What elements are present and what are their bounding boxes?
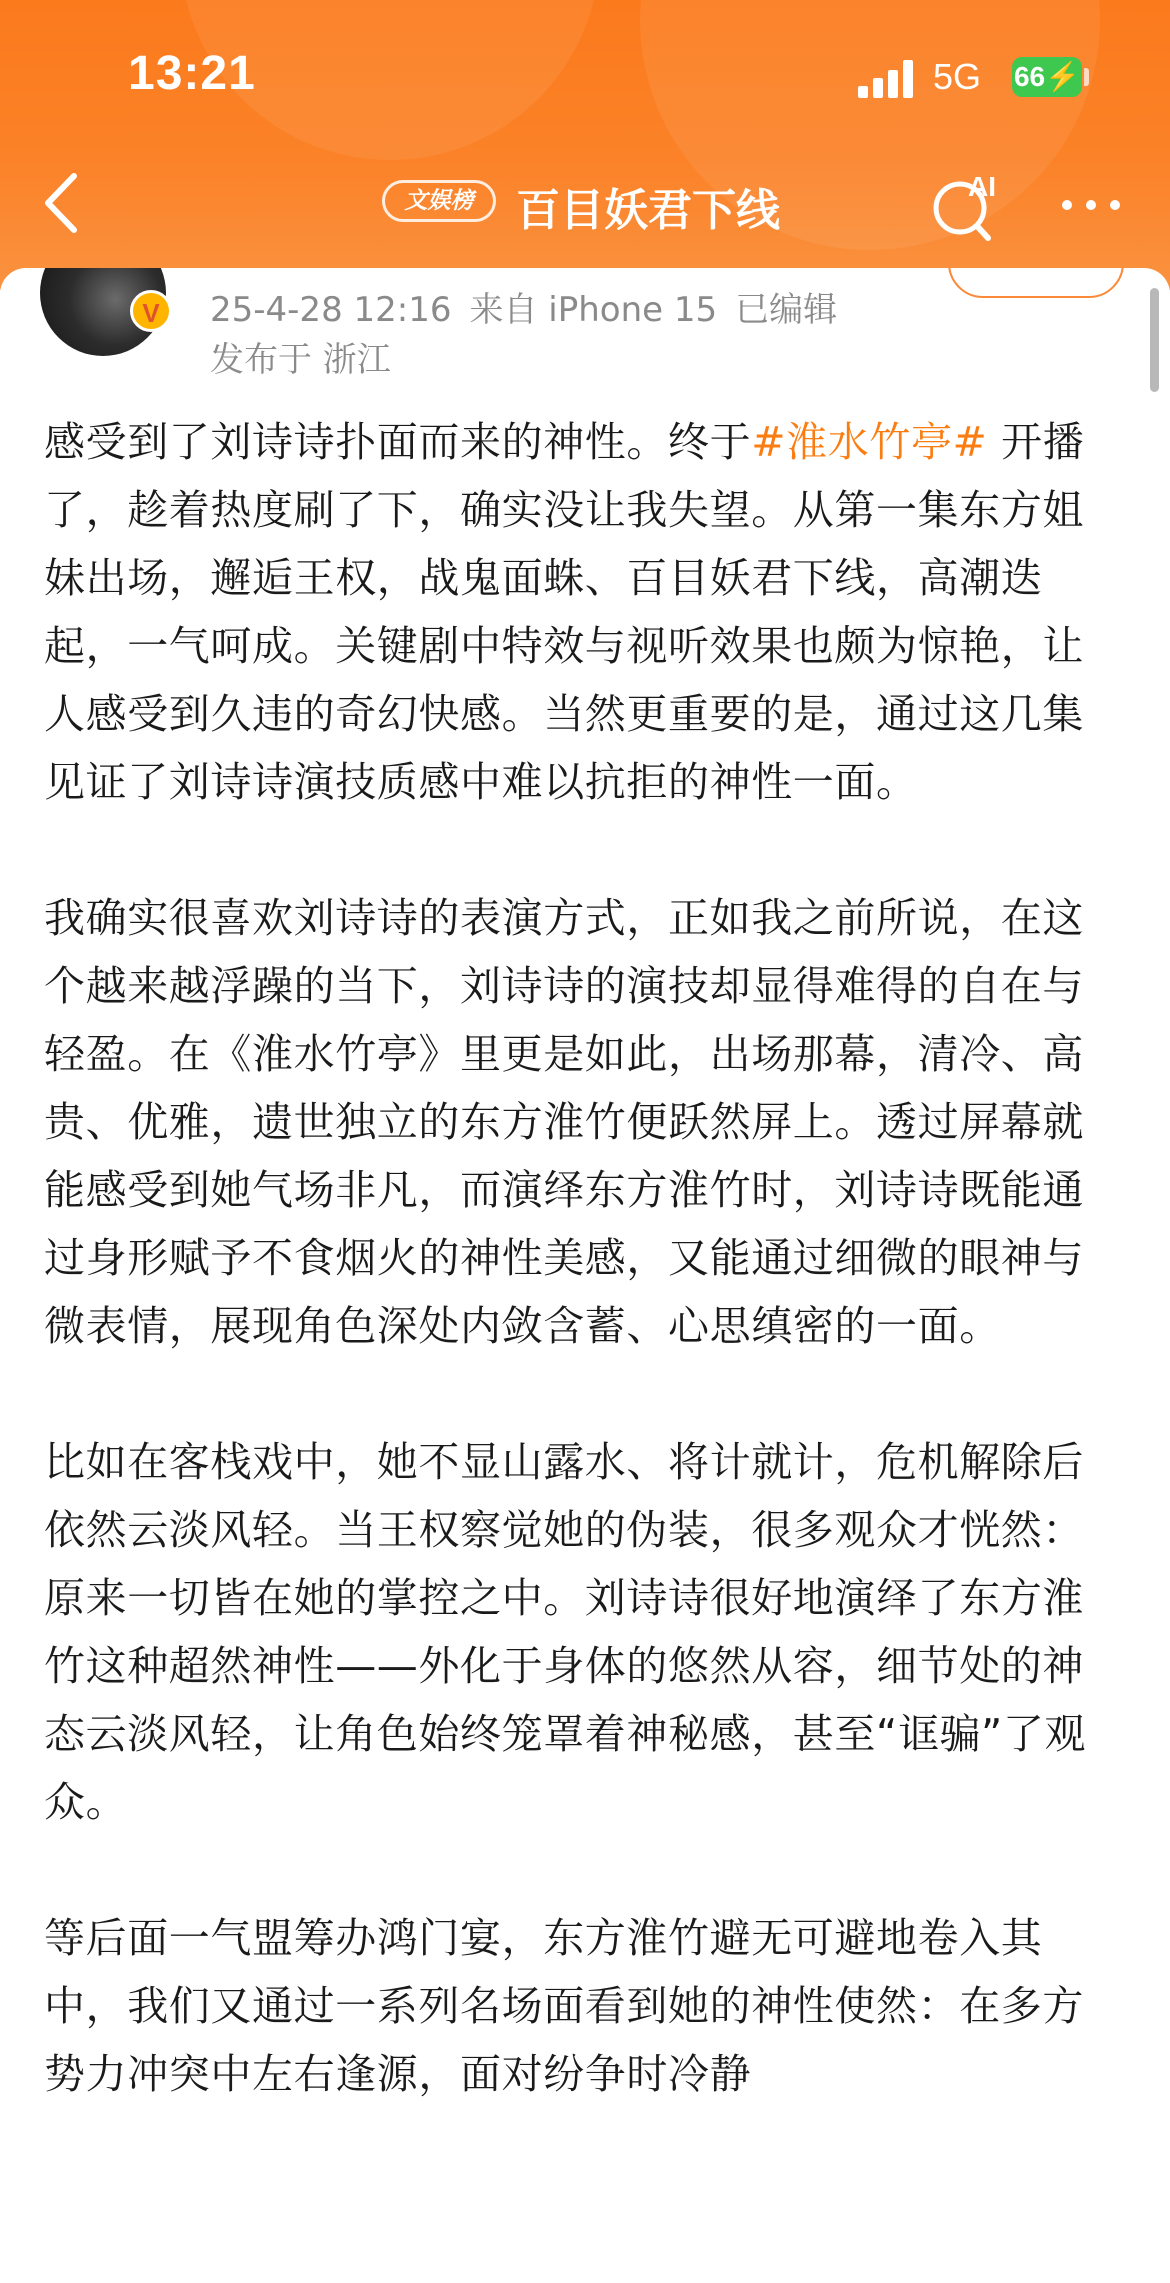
post-paragraph bbox=[44, 408, 1124, 816]
more-icon bbox=[1062, 200, 1072, 210]
paragraph-text: 开播了，趁着热度刷了下，确实没让我失望。从第一集东方姐妹出场，邂逅王权，战鬼面蛛、百目妖君下线，高潮迭起，一气呵成。关键剧中特效与视听效果也颇为惊艳，让人感受到久违的奇幻快感。当然更重要的是，通过这几集见证了刘诗诗演技质感中难以抗拒的神性一面。 bbox=[44, 418, 1085, 806]
status-time: 13:21 bbox=[128, 47, 256, 100]
ai-search-button[interactable] bbox=[928, 166, 1008, 244]
post-paragraph: 我确实很喜欢刘诗诗的表演方式，正如我之前所说，在这个越来越浮躁的当下，刘诗诗的演技却显得难得的自在与轻盈。在《淮水竹亭》里更是如此，出场那幕，清冷、高贵、优雅，遗世独立的东方淮竹便跃然屏上。透过屏幕就能感受到她气场非凡，而演绎东方淮竹时，刘诗诗既能通过身形赋予不食烟火的神性美感，又能通过细微的眼神与微表情，展现角色深处内敛含蓄、心思缜密的一面。 bbox=[44, 894, 1084, 1350]
back-icon bbox=[30, 168, 90, 238]
post-paragraph: 等后面一气盟筹办鸿门宴，东方淮竹避无可避地卷入其中，我们又通过一系列名场面看到她的神性使然：在多方势力冲突中左右逢源，面对纷争时冷静 bbox=[44, 1914, 1084, 2098]
hashtag-link[interactable]: #淮水竹亭# bbox=[751, 418, 988, 466]
svg-text:AI: AI bbox=[968, 171, 996, 202]
battery-icon: 66⚡ bbox=[1012, 57, 1082, 97]
post-timestamp: 25-4-28 12:16 bbox=[210, 290, 452, 330]
entertainment-rank-badge: 文娱榜 bbox=[382, 180, 496, 222]
post-meta bbox=[210, 282, 855, 331]
post-edited-label: 已编辑 bbox=[735, 290, 838, 330]
battery-tip bbox=[1084, 68, 1089, 86]
post-paragraph: 比如在客栈戏中，她不显山露水、将计就计，危机解除后依然云淡风轻。当王权察觉她的伪装，很多观众才恍然：原来一切皆在她的掌控之中。刘诗诗很好地演绎了东方淮竹这种超然神性——外化于身体的悠然从容，细节处的神态云淡风轻，让角色始终笼罩着神秘感，甚至“诓骗”了观众。 bbox=[44, 1438, 1087, 1826]
page-title: 百目妖君下线 bbox=[516, 185, 780, 236]
back-button[interactable] bbox=[30, 168, 90, 238]
verified-icon: V bbox=[130, 290, 172, 332]
follow-button[interactable] bbox=[948, 268, 1124, 298]
post-location: 发布于 浙江 bbox=[210, 340, 391, 380]
ai-search-icon bbox=[928, 166, 1008, 244]
scrollbar[interactable] bbox=[1150, 288, 1159, 392]
post-source: 来自 iPhone 15 bbox=[469, 290, 718, 330]
network-type: 5G bbox=[933, 56, 982, 97]
more-icon bbox=[1086, 200, 1096, 210]
post-body bbox=[44, 408, 1124, 2176]
more-icon bbox=[1110, 200, 1120, 210]
post-card bbox=[0, 268, 1170, 2283]
battery-level: 66 bbox=[1013, 61, 1046, 92]
top-header bbox=[0, 0, 1170, 290]
signal-icon bbox=[858, 60, 918, 98]
paragraph-text: 感受到了刘诗诗扑面而来的神性。终于 bbox=[44, 418, 752, 466]
more-button[interactable] bbox=[1058, 184, 1128, 224]
